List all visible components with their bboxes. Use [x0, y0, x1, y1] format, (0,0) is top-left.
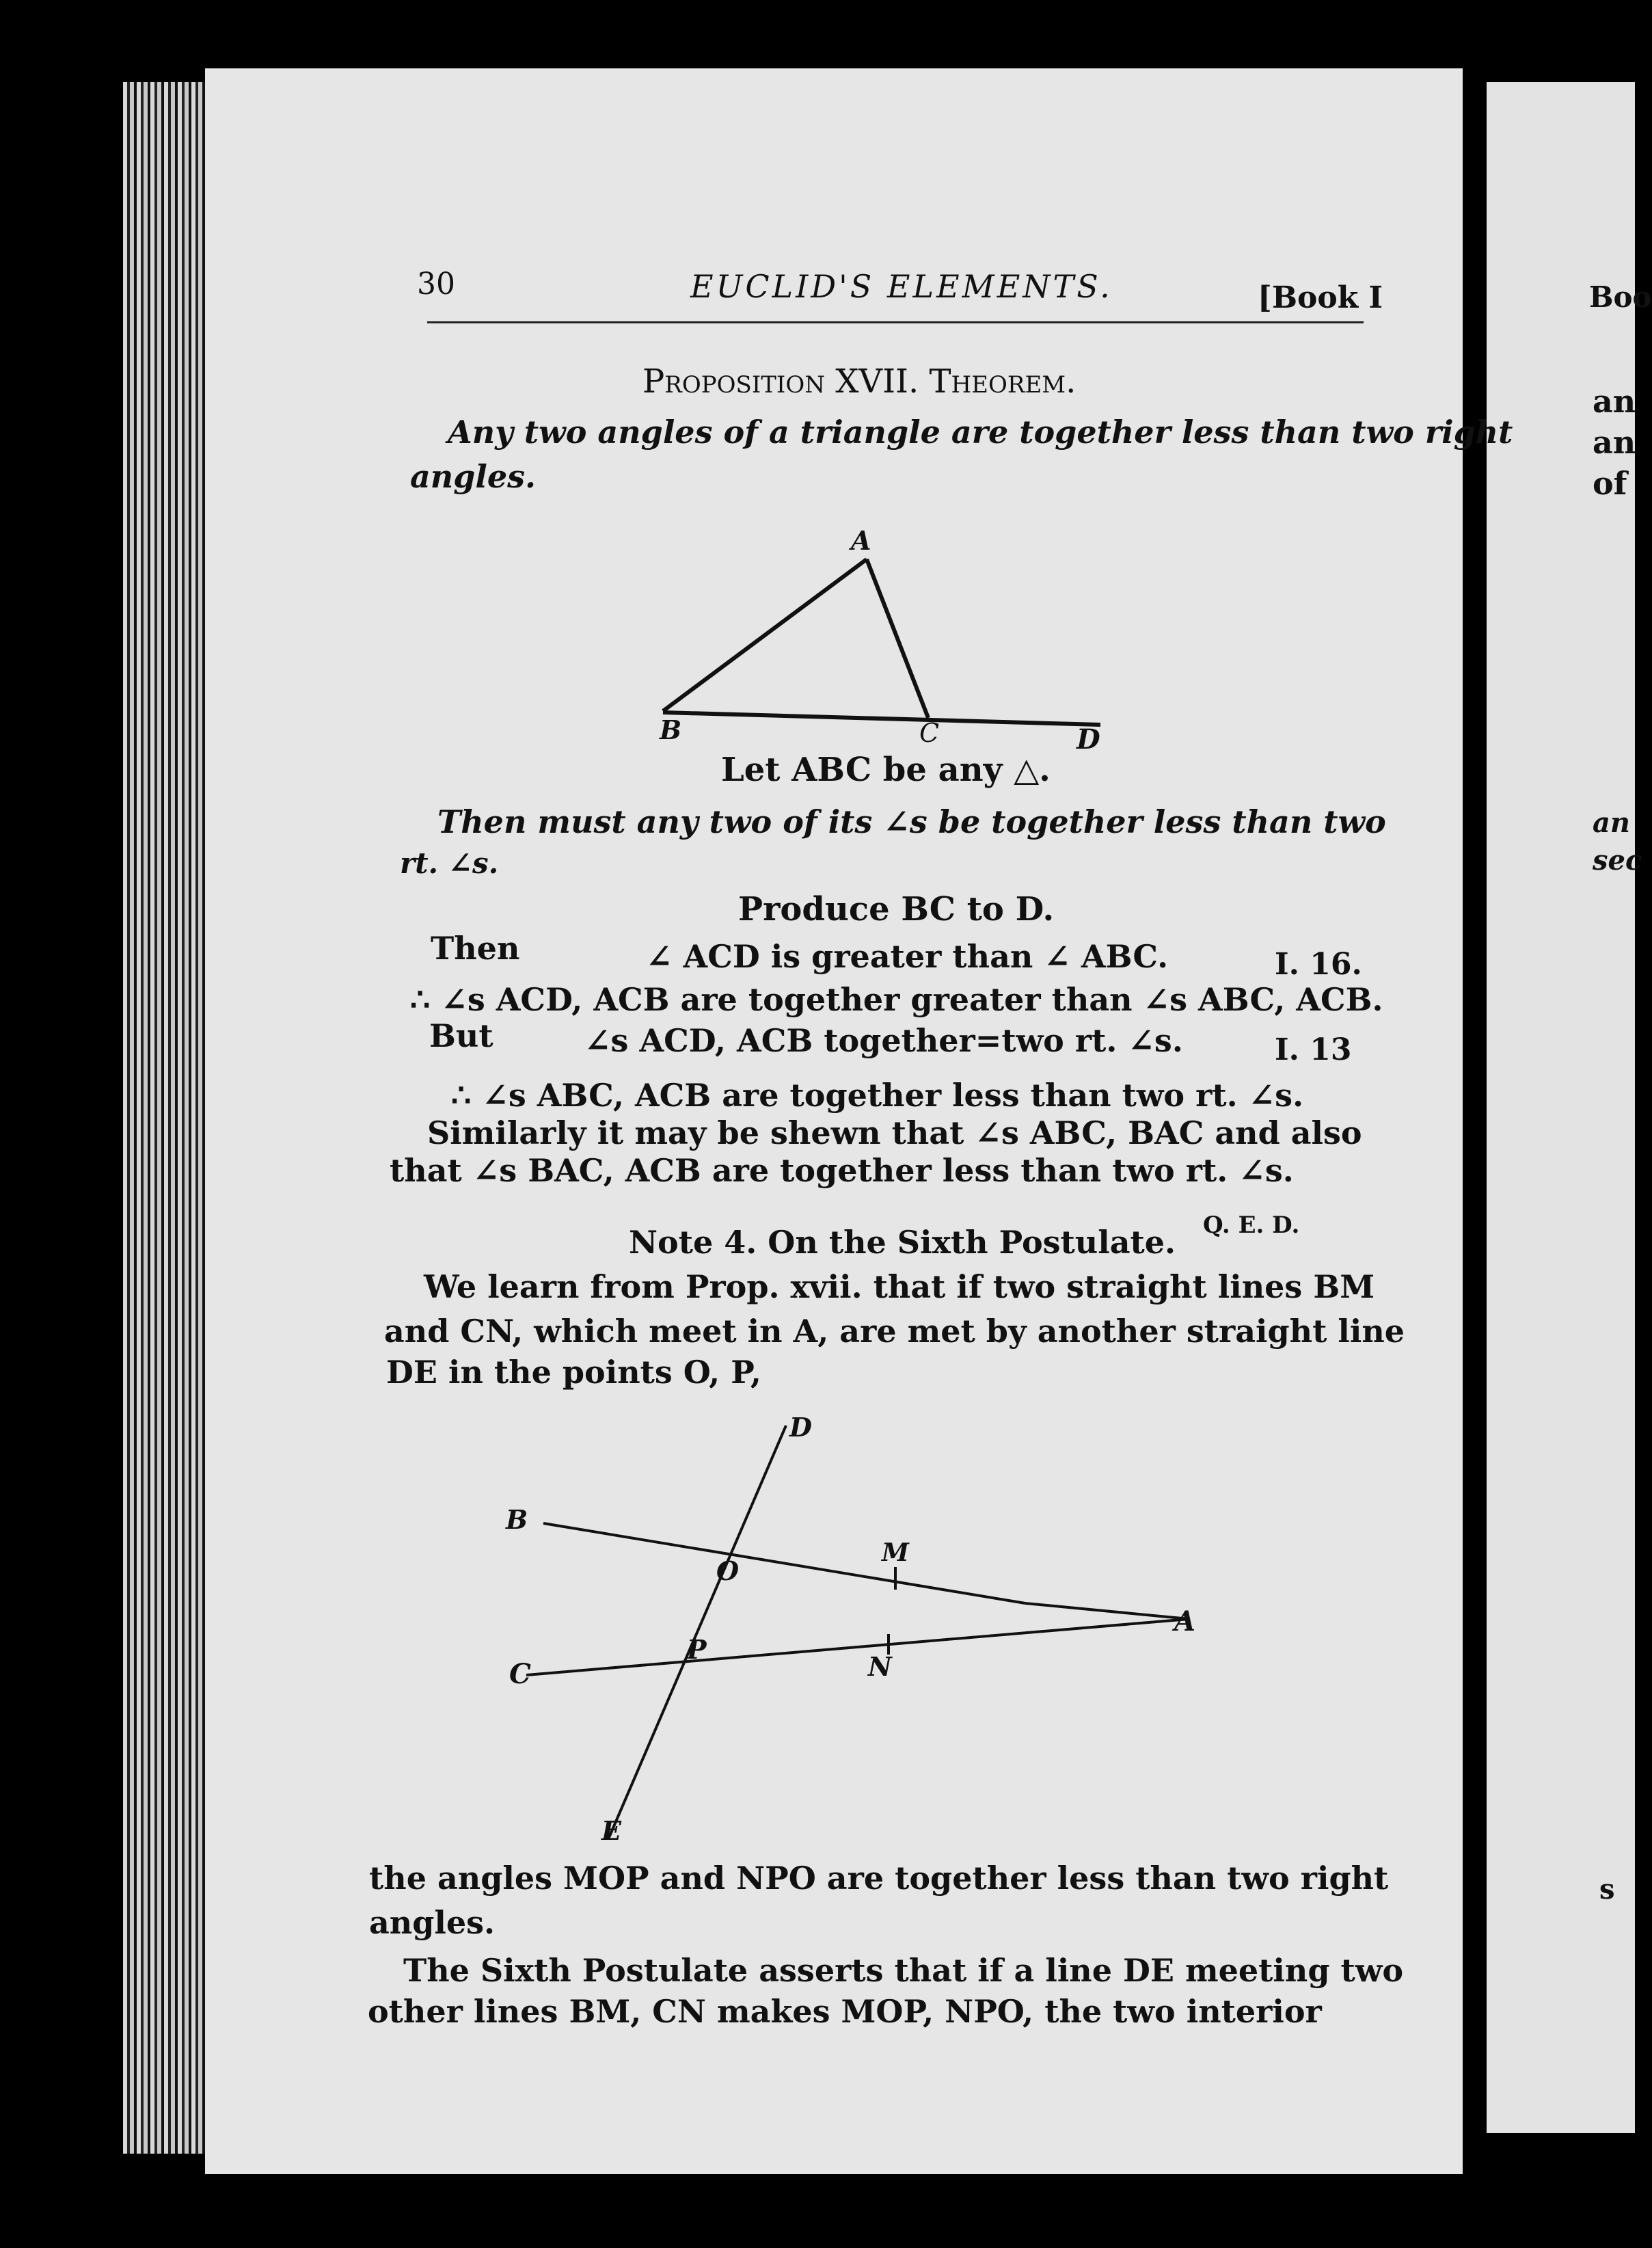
page-number: 30 [417, 267, 455, 302]
label-A: A [851, 525, 871, 556]
qed: Q. E. D. [1203, 1212, 1300, 1239]
step-text: ∠ ACD is greater than ∠ ABC. [646, 938, 1169, 975]
label-B: B [660, 714, 682, 745]
facing-line: sec [1593, 844, 1642, 877]
label-M: M [882, 1538, 909, 1567]
after-line: The Sixth Postulate asserts that if a line DE meeting two [403, 1952, 1404, 1989]
label-D: D [1076, 723, 1100, 755]
step-lead: Then [431, 930, 520, 967]
then-line: Then must any two of its ∠s be together less than two [437, 803, 1386, 840]
label-C: C [919, 718, 940, 748]
facing-line: an [1593, 383, 1636, 420]
enunciation-line: angles. [410, 458, 537, 495]
label-D: D [789, 1412, 812, 1443]
similarly-line: Similarly it may be shewn that ∠s ABC, BAC and also [427, 1114, 1362, 1151]
facing-line: an [1593, 424, 1636, 461]
facing-line: of [1593, 465, 1627, 502]
then-line-2: rt. ∠s. [400, 846, 499, 880]
running-title: EUCLID'S ELEMENTS. [690, 268, 1113, 305]
let-line: Let ABC be any △. [721, 751, 1051, 789]
after-line: other lines BM, CN makes MOP, NPO, the two interior [368, 1993, 1322, 2030]
similarly-line-2: that ∠s BAC, ACB are together less than two rt. ∠s. [390, 1152, 1294, 1189]
label-N: N [868, 1651, 892, 1682]
step-lead: But [429, 1017, 493, 1054]
proposition-heading: Proposition XVII. Theorem. [642, 362, 1076, 401]
after-line: angles. [369, 1904, 496, 1941]
label-C: C [509, 1658, 531, 1690]
note-line: DE in the points O, P, [386, 1354, 761, 1391]
book-label: [Book I [1258, 280, 1383, 315]
label-O: O [716, 1555, 740, 1586]
note-line: We learn from Prop. xvii. that if two straight lines BM [424, 1268, 1375, 1305]
label-A: A [1174, 1605, 1196, 1637]
facing-header: Boo [1589, 280, 1652, 314]
after-line: the angles MOP and NPO are together less than two right [369, 1860, 1389, 1897]
produce-line: Produce BC to D. [738, 890, 1055, 928]
label-E: E [601, 1815, 621, 1846]
step-ref: I. 13 [1275, 1032, 1352, 1067]
facing-line: an [1593, 807, 1630, 839]
facing-line: s [1599, 1873, 1615, 1905]
enunciation-line: Any two angles of a triangle are together less than two right [448, 414, 1513, 451]
note-line: and CN, which meet in A, are met by another straight line [384, 1313, 1405, 1350]
step-text: ∠s ACD, ACB together=two rt. ∠s. [584, 1022, 1183, 1059]
step-line: ∴ ∠s ACD, ACB are together greater than ∠s ABC, ACB. [410, 981, 1383, 1018]
step-line: ∴ ∠s ABC, ACB are together less than two rt. ∠s. [451, 1077, 1304, 1114]
step-ref: I. 16. [1275, 947, 1362, 982]
note-heading: Note 4. On the Sixth Postulate. [629, 1224, 1176, 1261]
label-P: P [687, 1634, 707, 1665]
label-B: B [506, 1504, 528, 1535]
